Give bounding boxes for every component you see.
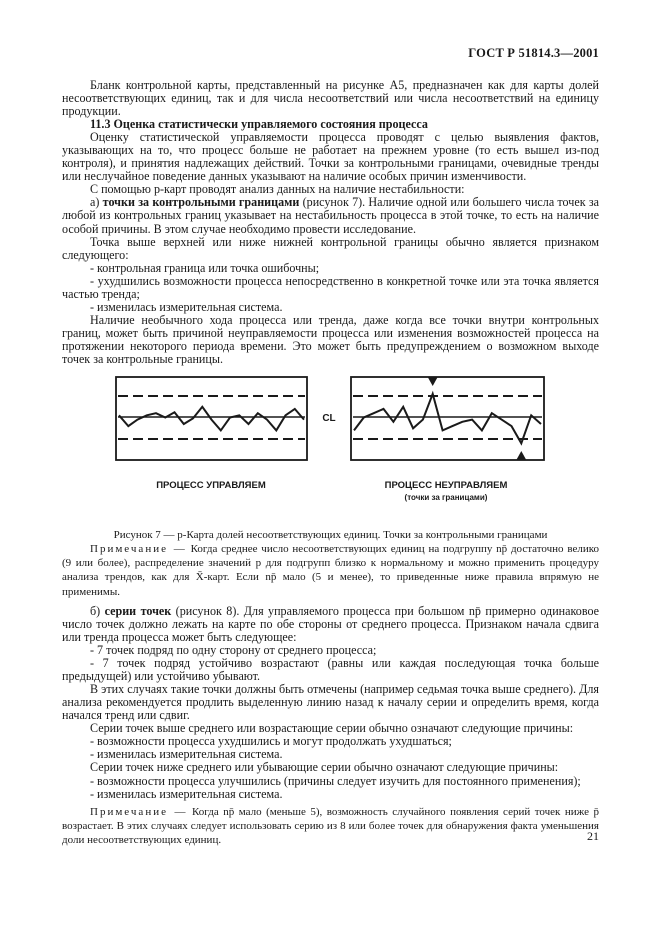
list-item: - изменилась измерительная система. bbox=[90, 786, 283, 801]
list-item: - изменилась измерительная система. bbox=[90, 747, 283, 762]
left-series-line bbox=[119, 407, 304, 431]
right-chart-label: ПРОЦЕСС НЕУПРАВЛЯЕМ bbox=[384, 480, 508, 492]
control-charts bbox=[62, 375, 599, 527]
list-item: - возможности процесса ухудшились и могут продолжать ухудшаться; bbox=[90, 734, 452, 749]
paragraph: Оценку статистической управляемости процесса проводят с целью выявления фактов, указывающих на то, что процесс больше не работает на прежнем уровне (то есть вышел из-под контроля), и принятия надлежащих действий. Точки за контрольными границами, очевидные тренды или неслучайное поведение данных указывают на наличие особых причин изменчивости. bbox=[62, 130, 599, 184]
paragraph: Точка выше верхней или ниже нижней контрольной границы обычно является признаком следующего: bbox=[62, 234, 599, 262]
list-item: - изменилась измерительная система. bbox=[90, 299, 283, 314]
section-title: 11.3 Оценка статистически управляемого состояния процесса bbox=[90, 117, 428, 132]
standard-header: ГОСТ Р 51814.3—2001 bbox=[468, 46, 599, 60]
right-series-line bbox=[354, 394, 541, 443]
body-text bbox=[62, 79, 599, 847]
paragraph: Наличие необычного хода процесса или тренда, даже когда все точки внутри контрольных границ, может быть причиной неуправляемости процесса или изменения возможностей процесса на протяжении некоторого периода времени. Это может быть предупреждением о возможном выходе точек за контрольные границы. bbox=[62, 312, 599, 366]
item-b-prefix: б) bbox=[90, 603, 101, 618]
figure-caption: Рисунок 7 — p-Карта долей несоответствующих единиц. Точки за контрольными границами bbox=[113, 529, 548, 542]
paragraph: Бланк контрольной карты, представленный на рисунке А5, предназначен как для карты долей несоответствующих единиц, так и для числа несоответствий или числа несоответствий на единицу продукции. bbox=[62, 78, 599, 119]
note-1 bbox=[62, 542, 599, 599]
left-chart-label: ПРОЦЕСС УПРАВЛЯЕМ bbox=[156, 480, 266, 492]
item-a bbox=[62, 196, 599, 235]
list-item: - возможности процесса улучшились (причины следует изучить для постоянного применения); bbox=[90, 773, 581, 788]
note-text: Когда np̄ мало (меньше 5), возможность случайного появления серий точек ниже p̄ возрастает. В этих случаях следует использовать серию из 8 или более точек для обнаружения факта уменьшения доли несоответствующих единиц. bbox=[62, 805, 599, 846]
item-b-text: (рисунок 8). Для управляемого процесса при большом np̄ примерно одинаковое число точек должно лежать на карте по обе стороны от среднего процесса. Признаком начала сдвига или тренда процесса может быть следующее: bbox=[62, 603, 600, 644]
out-of-control-marker-upper bbox=[428, 377, 438, 386]
note-label: Примечание — bbox=[90, 805, 188, 818]
paragraph: Серии точек выше среднего или возрастающие серии обычно означают следующие причины: bbox=[90, 721, 574, 736]
paragraph: В этих случаях такие точки должны быть отмечены (например седьмая точка выше среднего). Для анализа рекомендуется продлить выделенную линию назад к началу серии и определить время, когда начался тренд или сдвиг. bbox=[62, 682, 599, 723]
paragraph: С помощью p-карт проводят анализ данных на наличие нестабильности: bbox=[90, 182, 465, 197]
right-chart-sublabel: (точки за границами) bbox=[404, 493, 488, 503]
item-a-term: точки за контрольными границами bbox=[102, 195, 300, 210]
page-number: 21 bbox=[587, 829, 599, 843]
item-b bbox=[62, 605, 599, 644]
item-a-prefix: а) bbox=[90, 195, 100, 210]
note-label: Примечание — bbox=[90, 543, 187, 556]
item-b-term: серии точек bbox=[104, 603, 172, 618]
list-item: - контрольная граница или точка ошибочны; bbox=[90, 260, 320, 275]
note-text: Когда среднее число несоответствующих единиц на подгруппу np̄ достаточно велико (9 или более), распределение значений p для подгрупп близко к нормальному и можно применить процедуру анализа трендов, как для X̄-карт. Если np̄ мало (5 и менее), то приведенные ниже правила впрямую не применимы. bbox=[62, 543, 600, 598]
list-item: - ухудшились возможности процесса непосредственно в конкретной точке или эта точка является частью тренда; bbox=[62, 273, 599, 301]
figure-7 bbox=[62, 375, 599, 527]
out-of-control-marker-lower bbox=[516, 451, 526, 460]
right-chart-frame bbox=[351, 377, 544, 460]
item-a-text: (рисунок 7). Наличие одной или большего числа точек за любой из контрольных границ указывает на нестабильность процесса в этой точке, то есть на наличие особой причины. В этом случае необходимо провести исследование. bbox=[62, 195, 600, 236]
cl-label: CL bbox=[322, 413, 336, 425]
list-item: - 7 точек подряд по одну сторону от среднего процесса; bbox=[90, 643, 377, 658]
list-item: - 7 точек подряд устойчиво возрастают (равны или каждая последующая точка больше предыдущей) или устойчиво убывают. bbox=[62, 656, 599, 684]
paragraph: Серии точек ниже среднего или убывающие серии обычно означают следующие причины: bbox=[90, 760, 559, 775]
note-2 bbox=[62, 805, 599, 848]
